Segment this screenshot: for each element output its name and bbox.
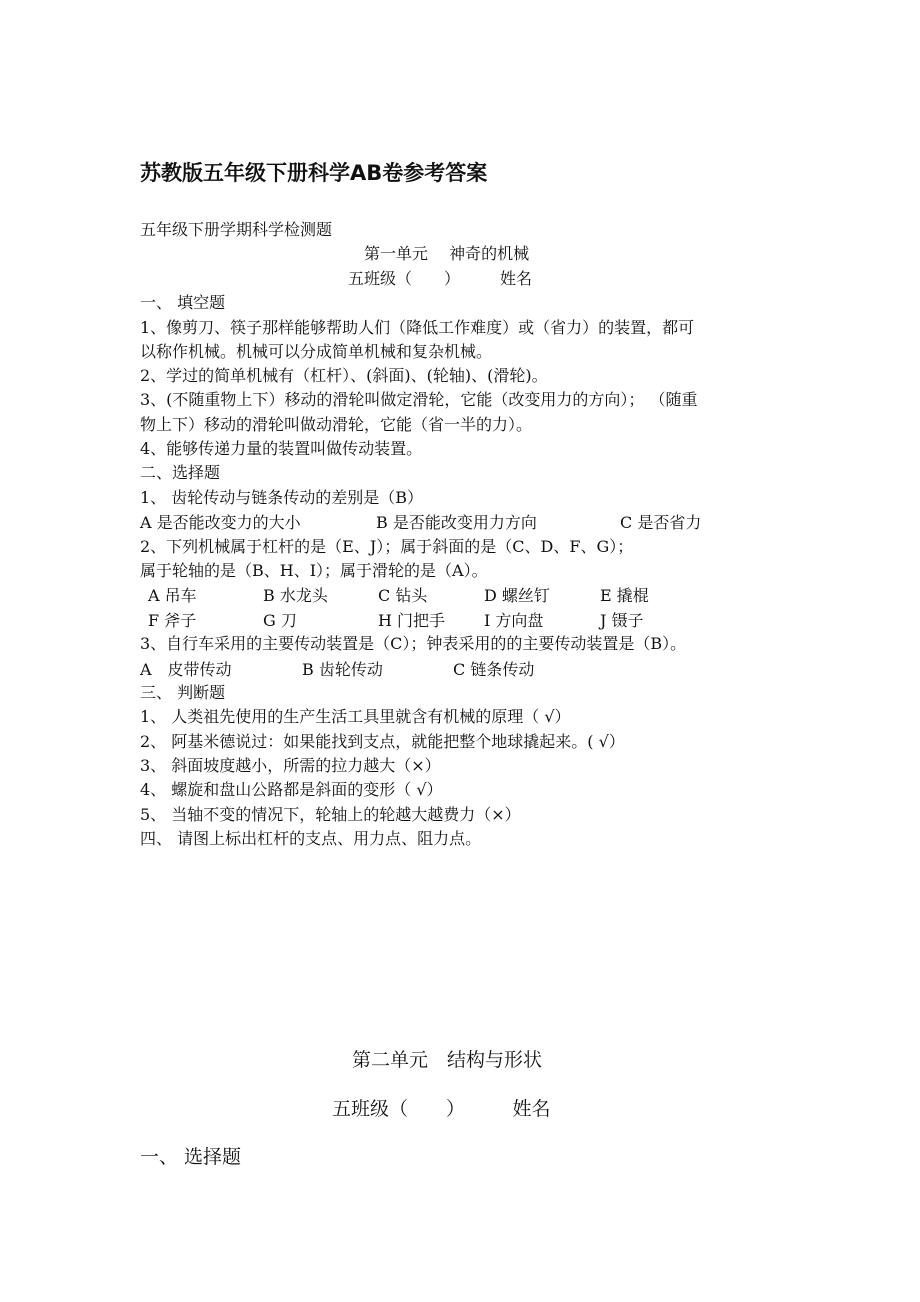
option: B 水龙头: [263, 586, 328, 605]
judge-question: 4、 螺旋和盘山公路都是斜面的变形（ √）: [140, 780, 443, 799]
option: G 刀: [263, 611, 297, 630]
choice-question-2-line1: 2、下列机械属于杠杆的是（E、J）；属于斜面的是（C、D、F、G）；: [140, 537, 634, 556]
choice-question-3-options: [0, 657, 920, 681]
unit1-section-choice-title: 二、选择题: [140, 463, 221, 482]
unit1-section-diagram-title: 四、 请图上标出杠杆的支点、用力点、阻力点。: [140, 829, 482, 848]
option: C 链条传动: [453, 660, 535, 679]
choice-question-2-options-row1: [0, 583, 920, 607]
choice-question-1: 1、 齿轮传动与链条传动的差别是（B）: [140, 488, 424, 507]
choice-question-1-options: [0, 510, 920, 534]
option: I 方向盘: [484, 611, 544, 630]
choice-question-2-options-row2: [0, 608, 920, 632]
fill-question-line: 4、能够传递力量的装置叫做传动装置。: [140, 439, 423, 458]
option: D 螺丝钉: [484, 586, 550, 605]
judge-question: 3、 斜面坡度越小，所需的拉力越大（×）: [140, 756, 441, 775]
option: J 镊子: [600, 611, 644, 630]
fill-question-line: 以称作机械。机械可以分成简单机械和复杂机械。: [140, 342, 493, 361]
option: H 门把手: [378, 611, 446, 630]
option: C 钻头: [378, 586, 428, 605]
judge-question: 5、 当轴不变的情况下，轮轴上的轮越大越费力（×）: [140, 805, 521, 824]
option: A 皮带传动: [140, 660, 232, 679]
option: F 斧子: [148, 611, 197, 630]
unit2-heading: 第二单元 结构与形状: [352, 1049, 543, 1071]
unit1-section-fill-title: 一、 填空题: [140, 293, 226, 312]
judge-question: 2、 阿基米德说过：如果能找到支点，就能把整个地球撬起来。( √）: [140, 732, 625, 751]
option: A 是否能改变力的大小: [140, 513, 301, 532]
unit2-section-choice-title: 一、 选择题: [140, 1146, 242, 1168]
option: B 齿轮传动: [302, 660, 383, 679]
unit1-class-name-line: 五班级（ ） 姓名: [348, 269, 533, 288]
option: E 撬棍: [600, 586, 649, 605]
unit1-heading: 第一单元 神奇的机械: [364, 244, 530, 263]
option: A 吊车: [148, 586, 197, 605]
judge-question: 1、 人类祖先使用的生产生活工具里就含有机械的原理（ √）: [140, 707, 571, 726]
fill-question-line: 物上下）移动的滑轮叫做动滑轮，它能（省一半的力）。: [140, 415, 533, 434]
choice-question-2-line2: 属于轮轴的是（B、H、I）；属于滑轮的是（A）。: [140, 561, 488, 580]
option: B 是否能改变用力方向: [376, 513, 537, 532]
fill-question-line: 2、学过的简单机械有（杠杆）、(斜面)、(轮轴)、(滑轮)。: [140, 366, 548, 385]
unit2-class-name-line: 五班级（ ） 姓名: [332, 1098, 551, 1120]
exam-subtitle: 五年级下册学期科学检测题: [140, 220, 333, 239]
choice-question-3: 3、自行车采用的主要传动装置是（C）；钟表采用的的主要传动装置是（B）。: [140, 634, 687, 653]
fill-question-line: 1、像剪刀、筷子那样能够帮助人们（降低工作难度）或（省力）的装置，都可: [140, 318, 695, 337]
fill-question-line: 3、(不随重物上下）移动的滑轮叫做定滑轮，它能（改变用力的方向）； （随重: [140, 390, 698, 409]
document-title: 苏教版五年级下册科学AB卷参考答案: [140, 161, 488, 185]
option: C 是否省力: [620, 513, 702, 532]
unit1-section-judge-title: 三、 判断题: [140, 683, 226, 702]
